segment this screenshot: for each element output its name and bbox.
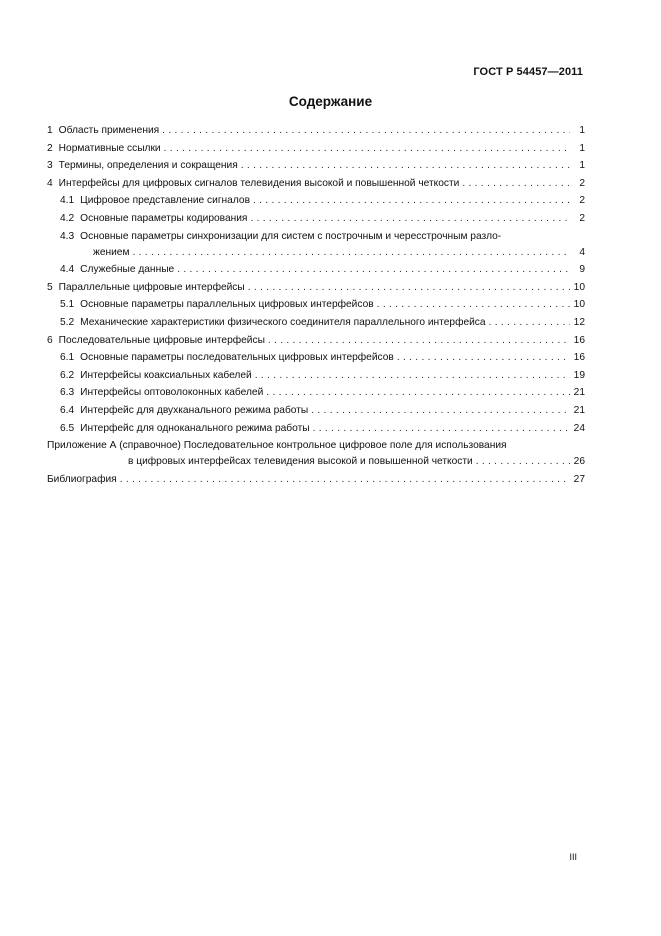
toc-page: 10 <box>573 281 585 293</box>
toc-title: Нормативные ссылки <box>58 142 161 154</box>
toc-leader <box>248 282 570 293</box>
toc-page: 24 <box>573 422 585 434</box>
toc-number: 4.2 <box>60 212 75 224</box>
toc-number: 6.4 <box>60 404 75 416</box>
toc-entry[interactable] <box>47 299 585 317</box>
toc-entry[interactable] <box>47 231 585 247</box>
toc-number: 6.3 <box>60 387 75 399</box>
toc-number: 5.2 <box>60 316 75 328</box>
toc-entry[interactable] <box>47 143 585 161</box>
toc-title: Интерфейсы коаксиальных кабелей <box>80 369 252 381</box>
toc-title: Основные параметры кодирования <box>80 212 248 224</box>
toc-page: 16 <box>573 352 585 364</box>
toc-leader <box>120 474 570 485</box>
toc-title: Интерфейс для одноканального режима работы <box>80 422 310 434</box>
toc-leader <box>268 335 570 346</box>
toc-number: 2 <box>47 142 53 154</box>
toc-number: 1 <box>47 125 53 136</box>
toc-title: Параллельные цифровые интерфейсы <box>58 281 245 293</box>
toc-leader <box>250 213 570 224</box>
toc-title: Интерфейсы оптоволоконных кабелей <box>80 387 264 399</box>
toc-leader <box>489 317 570 328</box>
toc-title: Термины, определения и сокращения <box>58 160 238 172</box>
toc-entry[interactable] <box>47 264 585 282</box>
toc-leader <box>311 405 570 416</box>
toc-page: 26 <box>573 456 585 468</box>
toc-entry-appendix[interactable] <box>47 440 585 456</box>
toc-entry[interactable] <box>47 178 585 196</box>
toc-number: 6.5 <box>60 422 75 434</box>
toc-page: 27 <box>573 473 585 485</box>
toc-page: 19 <box>573 369 585 381</box>
toc-title: Область применения <box>58 125 160 136</box>
toc-leader <box>253 195 570 206</box>
toc-page: 9 <box>579 264 585 276</box>
toc-number: 5 <box>47 281 53 293</box>
toc-entry[interactable] <box>47 370 585 388</box>
toc-leader <box>162 125 570 136</box>
toc-title: Механические характеристики физического соединителя параллельного интерфейса <box>80 316 486 328</box>
toc-title: Интерфейс для двухканального режима работы <box>80 404 309 416</box>
toc-leader <box>462 178 570 189</box>
toc-entry[interactable] <box>47 405 585 423</box>
toc-title: Цифровое представление сигналов <box>80 195 250 207</box>
toc-entry-bibliography[interactable] <box>47 474 585 492</box>
toc-entry[interactable] <box>47 387 585 405</box>
toc-leader <box>377 299 570 310</box>
toc-page: 1 <box>579 142 585 154</box>
toc-number: 4 <box>47 177 53 189</box>
table-of-contents <box>47 125 585 491</box>
toc-leader <box>313 423 570 434</box>
toc-number: 6 <box>47 334 53 346</box>
toc-number: 3 <box>47 160 53 172</box>
toc-entry[interactable] <box>47 125 585 143</box>
toc-title: Библиография <box>47 473 117 485</box>
toc-number: 4.1 <box>60 195 75 207</box>
toc-page: 21 <box>573 387 585 399</box>
toc-leader <box>132 247 570 258</box>
toc-page: 12 <box>573 316 585 328</box>
toc-entry[interactable] <box>47 335 585 353</box>
toc-leader <box>266 387 570 398</box>
toc-leader <box>255 370 570 381</box>
toc-entry-continuation[interactable] <box>47 456 585 474</box>
toc-entry[interactable] <box>47 423 585 441</box>
toc-title: Основные параметры последовательных цифровых интерфейсов <box>80 352 394 364</box>
toc-title: Последовательные цифровые интерфейсы <box>58 334 265 346</box>
toc-title: Интерфейсы для цифровых сигналов телевидения высокой и повышенной четкости <box>58 177 460 189</box>
page-number: III <box>569 852 577 862</box>
toc-page: 2 <box>579 212 585 224</box>
toc-title-continuation: в цифровых интерфейсах телевидения высокой и повышенной четкости <box>128 456 473 468</box>
toc-entry[interactable] <box>47 213 585 231</box>
toc-leader <box>164 143 570 154</box>
toc-entry[interactable] <box>47 352 585 370</box>
toc-entry-continuation[interactable] <box>47 247 585 265</box>
toc-number: 5.1 <box>60 299 75 311</box>
toc-leader <box>397 352 570 363</box>
toc-entry[interactable] <box>47 160 585 178</box>
toc-leader <box>476 456 570 467</box>
toc-title: Основные параметры синхронизации для систем с построчным и чересстрочным разло- <box>80 230 502 242</box>
toc-leader <box>177 264 570 275</box>
toc-number: 6.1 <box>60 352 75 364</box>
toc-number: 6.2 <box>60 369 75 381</box>
toc-page: 1 <box>579 160 585 172</box>
document-code: ГОСТ Р 54457—2011 <box>473 66 583 78</box>
toc-title: Служебные данные <box>80 264 175 276</box>
toc-title-continuation: жением <box>93 246 130 258</box>
toc-entry[interactable] <box>47 282 585 300</box>
toc-page: 2 <box>579 195 585 207</box>
toc-page: 21 <box>573 404 585 416</box>
page-title: Содержание <box>288 94 373 109</box>
toc-leader <box>241 160 570 171</box>
toc-entry[interactable] <box>47 317 585 335</box>
toc-title: Основные параметры параллельных цифровых интерфейсов <box>80 299 374 311</box>
toc-page: 10 <box>573 299 585 311</box>
toc-entry[interactable] <box>47 195 585 213</box>
toc-number: 4.3 <box>60 230 75 242</box>
toc-page: 1 <box>579 125 585 136</box>
toc-number: 4.4 <box>60 264 75 276</box>
toc-title: Приложение А (справочное) Последовательное контрольное цифровое поле для использования <box>47 440 507 452</box>
toc-page: 2 <box>579 177 585 189</box>
toc-page: 4 <box>579 246 585 258</box>
toc-page: 16 <box>573 334 585 346</box>
